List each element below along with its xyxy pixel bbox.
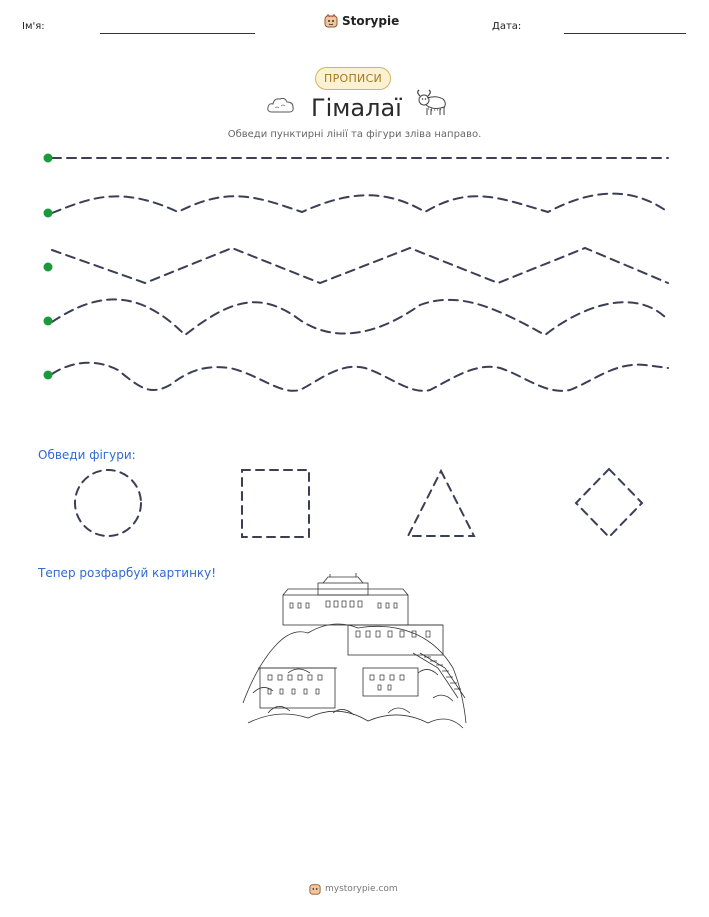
worksheet-type-badge: ПРОПИСИ	[315, 67, 391, 90]
page-title: Гімалаї	[311, 94, 402, 122]
footer-url[interactable]: mystorypie.com	[325, 884, 398, 894]
storypie-logo-icon	[324, 14, 338, 28]
tracing-diamond[interactable]	[576, 469, 642, 537]
instruction-text: Обведи пунктирні лінії та фігури зліва направо.	[227, 129, 482, 140]
tracing-lines	[0, 140, 709, 400]
tracing-line-zigzag[interactable]	[52, 248, 668, 283]
shapes-section-title: Обведи фігури:	[38, 448, 136, 462]
tracing-line-wave-1[interactable]	[52, 194, 668, 213]
himalaya-monastery-illustration[interactable]	[238, 573, 468, 733]
brand-name: Storypie	[342, 14, 400, 28]
start-dot	[44, 371, 53, 380]
name-label: Ім'я:	[22, 21, 45, 32]
tracing-circle[interactable]	[75, 470, 141, 536]
date-label: Дата:	[492, 21, 522, 32]
tracing-square[interactable]	[242, 470, 309, 537]
tracing-line-wave-2[interactable]	[52, 299, 668, 335]
storypie-logo-icon	[309, 883, 321, 895]
brand	[324, 14, 399, 28]
tracing-triangle[interactable]	[408, 471, 474, 536]
yak-icon	[414, 88, 448, 120]
start-dot	[44, 263, 53, 272]
coloring-section-title: Тепер розфарбуй картинку!	[38, 566, 217, 580]
tracing-line-loops[interactable]	[52, 363, 668, 391]
name-line[interactable]	[100, 33, 255, 34]
start-dot	[44, 209, 53, 218]
footer	[309, 883, 398, 895]
tracing-shapes	[0, 465, 709, 545]
start-dot	[44, 317, 53, 326]
cloud-icon	[266, 94, 296, 118]
date-line[interactable]	[564, 33, 686, 34]
start-dot	[44, 154, 53, 163]
